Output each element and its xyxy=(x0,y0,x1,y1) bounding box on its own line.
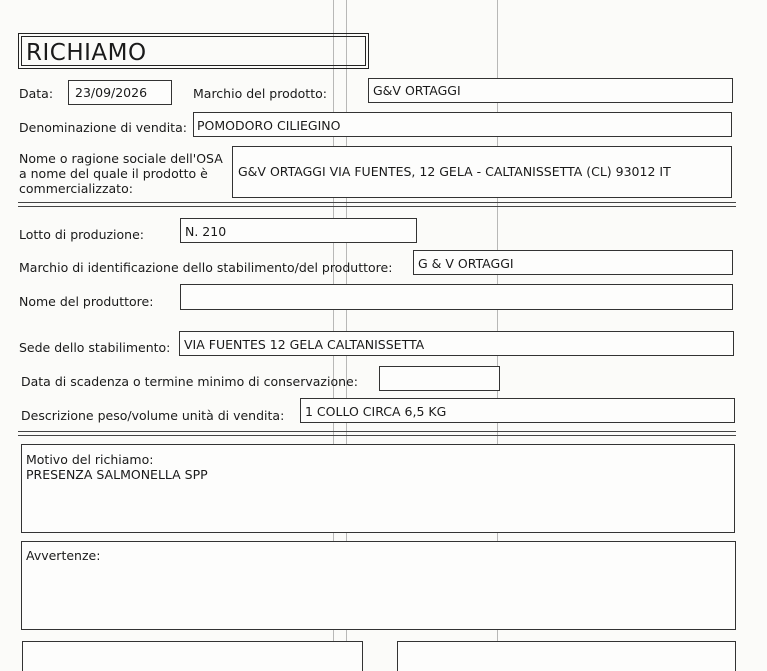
marchio-id-value: G & V ORTAGGI xyxy=(418,256,514,271)
marchio-id-label: Marchio di identificazione dello stabilimento/del produttore: xyxy=(19,260,393,275)
osa-label-2: a nome del quale il prodotto è xyxy=(19,166,208,181)
data-label: Data: xyxy=(19,86,54,101)
lotto-label: Lotto di produzione: xyxy=(19,227,145,242)
divider xyxy=(18,202,736,203)
bottom-right-box[interactable] xyxy=(397,641,736,671)
avvertenze-label: Avvertenze: xyxy=(26,548,101,563)
bottom-left-box[interactable] xyxy=(22,641,363,671)
sede-value: VIA FUENTES 12 GELA CALTANISSETTA xyxy=(184,337,425,352)
page-title: RICHIAMO xyxy=(26,40,147,66)
produttore-label: Nome del produttore: xyxy=(19,294,154,309)
marchio-value: G&V ORTAGGI xyxy=(373,83,461,98)
avvertenze-box[interactable] xyxy=(21,541,736,630)
marchio-label: Marchio del prodotto: xyxy=(193,86,327,101)
divider xyxy=(18,206,736,207)
osa-label-3: commercializzato: xyxy=(19,181,133,196)
data-value: 23/09/2026 xyxy=(75,85,148,100)
motivo-label: Motivo del richiamo: xyxy=(26,452,154,467)
osa-label-1: Nome o ragione sociale dell'OSA xyxy=(19,151,223,166)
lotto-value: N. 210 xyxy=(185,224,227,239)
produttore-field[interactable] xyxy=(180,284,733,310)
scadenza-field[interactable] xyxy=(379,366,500,391)
motivo-value: PRESENZA SALMONELLA SPP xyxy=(26,467,208,482)
peso-label: Descrizione peso/volume unità di vendita: xyxy=(21,408,285,423)
denominazione-label: Denominazione di vendita: xyxy=(19,120,187,135)
denominazione-value: POMODORO CILIEGINO xyxy=(197,118,341,133)
divider xyxy=(18,431,736,432)
peso-value: 1 COLLO CIRCA 6,5 KG xyxy=(305,404,447,419)
sede-label: Sede dello stabilimento: xyxy=(19,340,171,355)
scadenza-label: Data di scadenza o termine minimo di conservazione: xyxy=(21,374,358,389)
divider xyxy=(18,435,736,436)
osa-value: G&V ORTAGGI VIA FUENTES, 12 GELA - CALTANISSETTA (CL) 93012 IT xyxy=(238,164,671,179)
